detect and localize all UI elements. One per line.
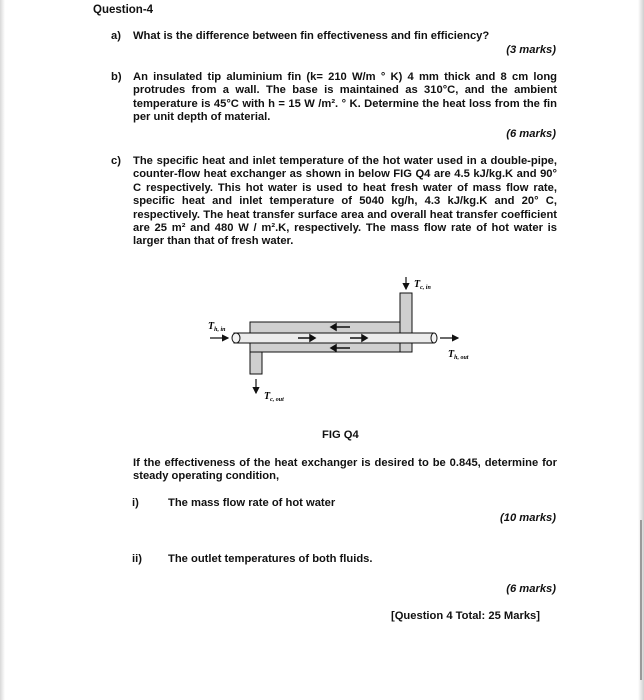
page-edge-right: [638, 0, 644, 700]
cold-outlet-nozzle: [250, 352, 262, 374]
part-b-label: b): [111, 71, 122, 83]
sub-part-ii-marks: (6 marks): [506, 583, 556, 595]
figure-caption: FIG Q4: [322, 429, 359, 441]
part-a-marks: (3 marks): [506, 44, 556, 56]
inner-tube-outlet-end: [431, 333, 437, 343]
sub-part-i-marks: (10 marks): [500, 512, 556, 524]
inner-tube-inlet-end: [232, 333, 240, 343]
sub-part-i-label: i): [132, 497, 139, 509]
page-edge-left: [0, 0, 5, 700]
heat-exchanger-figure: [190, 275, 470, 415]
th-out-label: $T_{h, out}$: [448, 349, 469, 361]
part-b-marks: (6 marks): [506, 128, 556, 140]
sub-part-i-text: The mass flow rate of hot water: [168, 497, 336, 509]
inner-tube: [234, 333, 434, 343]
question-title: Question-4: [93, 4, 154, 16]
tc-out-label: $T_{c, out}$: [264, 391, 284, 403]
sub-part-ii-label: ii): [132, 553, 142, 565]
sub-part-ii-text: The outlet temperatures of both fluids.: [168, 553, 373, 565]
part-c-label: c): [111, 155, 121, 167]
part-c-text: The specific heat and inlet temperature of the hot water used in a double-pipe, counter-flow heat exchanger as shown in below FIG Q4 are 4.5 kJ/kg.K and 90° C respectively. This hot water is used to heat fresh water of mass flow rate, specific heat and inlet temperature of 5040 kg/h, 4.3 kJ/kg.K and 20° C, respectively. The heat transfer surface area and overall heat transfer coefficient are 25 m² and 480 W / m².K, respectively. The mass flow rate of hot water is larger than that of fresh water.: [133, 155, 557, 248]
part-a-label: a): [111, 30, 121, 42]
part-b-text: An insulated tip aluminium fin (k= 210 W/m ° K) 4 mm thick and 8 cm long protrudes from a wall. The base is maintained as 310°C, and the ambient temperature is 45°C with h = 15 W /m². ° K. Determine the heat loss from the fin per unit depth of material.: [133, 71, 557, 124]
th-in-label: $T_{h, in}$: [208, 321, 226, 333]
tc-in-label: $T_{c, in}$: [414, 279, 431, 291]
question-total: [Question 4 Total: 25 Marks]: [391, 610, 540, 622]
part-c-continuation: If the effectiveness of the heat exchanger is desired to be 0.845, determine for steady operating condition,: [133, 457, 557, 483]
part-a-text: What is the difference between fin effectiveness and fin efficiency?: [133, 30, 490, 42]
